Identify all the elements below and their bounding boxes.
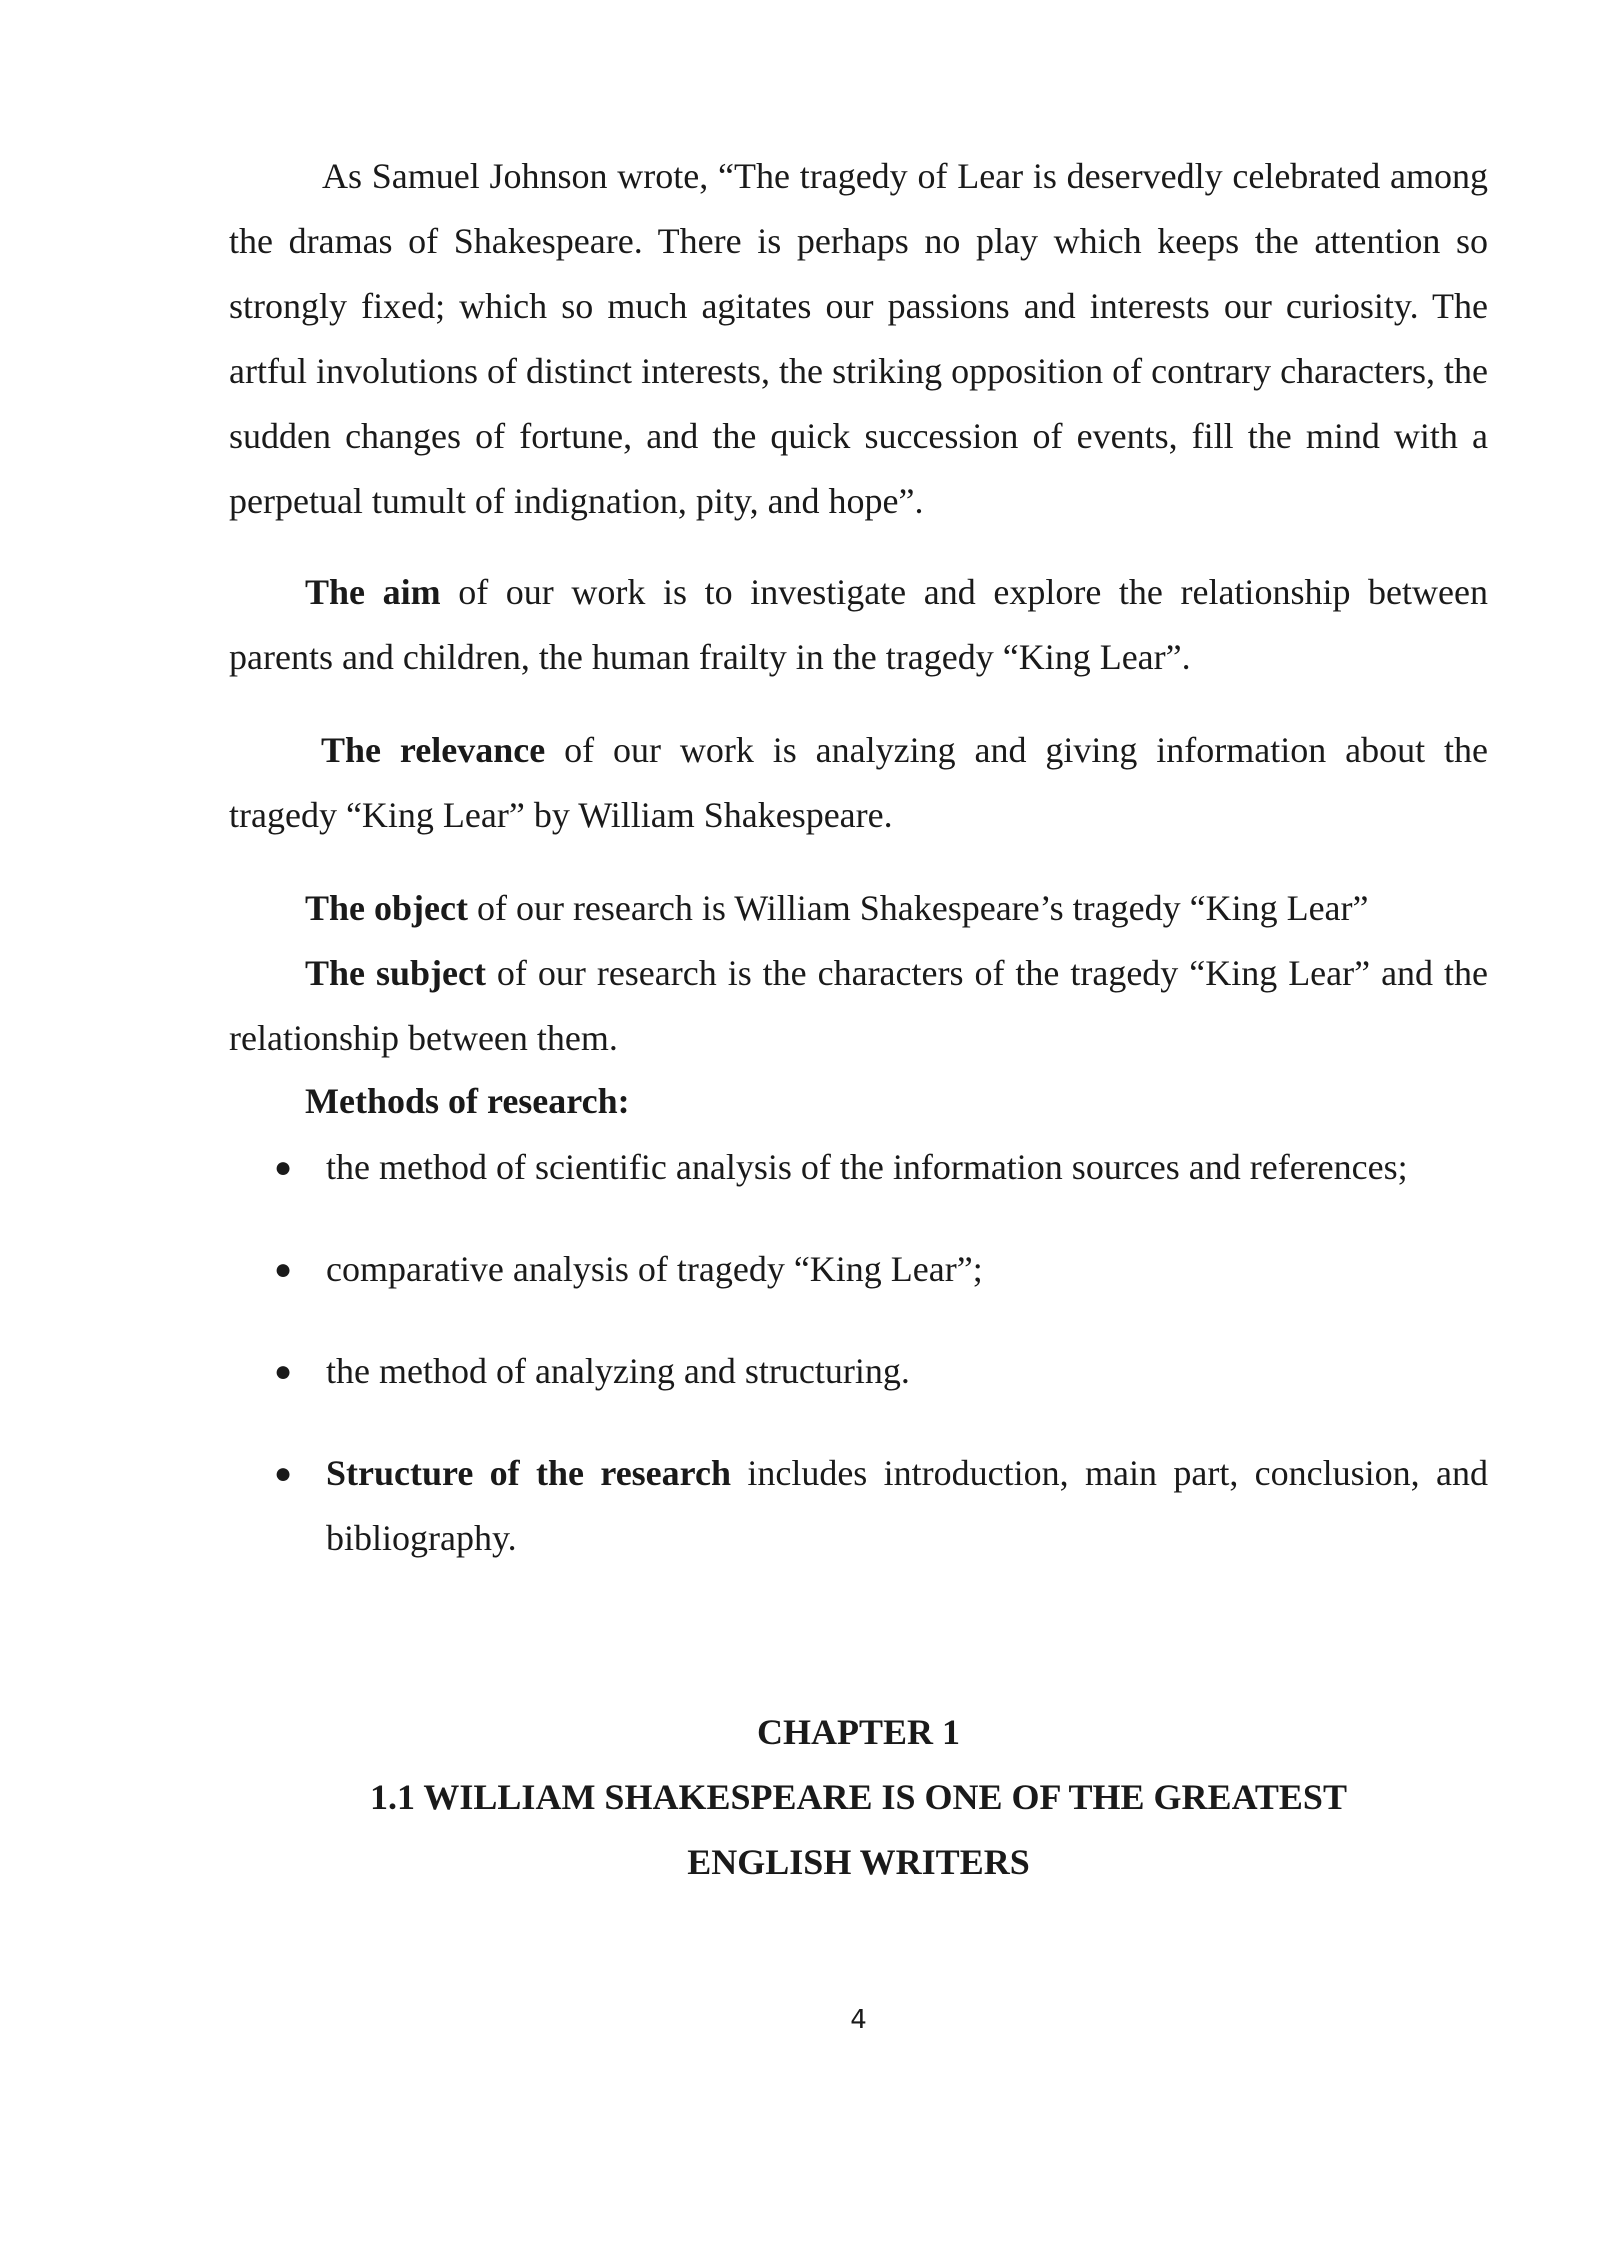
intro-quote-paragraph [229,144,1488,534]
structure-label: Structure of the research [326,1453,731,1493]
object-label: The object [305,888,468,928]
method-text: the method of analyzing and structuring. [326,1351,910,1391]
bullet-icon: ● [274,1355,293,1388]
subject-text: of our research is the characters of the tragedy “King Lear” and the relationship between them. [229,953,1488,1058]
object-text: of our research is William Shakespeare’s tragedy “King Lear” [467,888,1369,928]
bullet-icon: ● [274,1253,293,1286]
chapter-title: CHAPTER 1 [756,1712,960,1752]
structure-text [326,1441,1488,1571]
aim-label: The aim [305,572,441,612]
intro-quote-text: As Samuel Johnson wrote, “The tragedy of Lear is deservedly celebrated among the dramas of Shakespeare. There is perhaps no play which keeps the attention so strongly fixed; which so much agitates our passions and interests our curiosity. The artful involutions of distinct interests, the striking opposition of contrary characters, the sudden changes of fortune, and the quick succession of events, fill the mind with a perpetual tumult of indignation, pity, and hope”. [229,156,1488,521]
chapter-heading [229,1700,1488,1895]
method-text: comparative analysis of tragedy “King Lear”; [326,1249,983,1289]
list-item [274,1339,1488,1404]
object-subject-paragraphs [229,876,1488,1071]
aim-text: of our work is to investigate and explore the relationship between parents and children, the human frailty in the tragedy “King Lear”. [229,572,1488,677]
section-title-line-1: 1.1 WILLIAM SHAKESPEARE IS ONE OF THE GREATEST [370,1777,1347,1817]
page-number: 4 [850,2005,867,2035]
relevance-text: of our work is analyzing and giving information about the tragedy “King Lear” by William Shakespeare. [229,730,1488,835]
list-item [274,1237,1488,1302]
subject-paragraph [229,941,1488,1071]
structure-description: includes introduction, main part, conclusion, and bibliography. [326,1453,1488,1558]
list-item [274,1441,1488,1571]
method-text: the method of scientific analysis of the information sources and references; [326,1147,1408,1187]
relevance-paragraph [229,718,1488,848]
bullet-icon: ● [274,1151,293,1184]
relevance-label: The relevance [321,730,546,770]
object-paragraph [229,876,1488,941]
list-item [274,1135,1488,1200]
aim-paragraph [229,560,1488,690]
subject-label: The subject [305,953,486,993]
bullet-icon: ● [274,1457,293,1490]
methods-heading: Methods of research: [305,1081,630,1121]
section-title-line-2: ENGLISH WRITERS [687,1842,1030,1882]
